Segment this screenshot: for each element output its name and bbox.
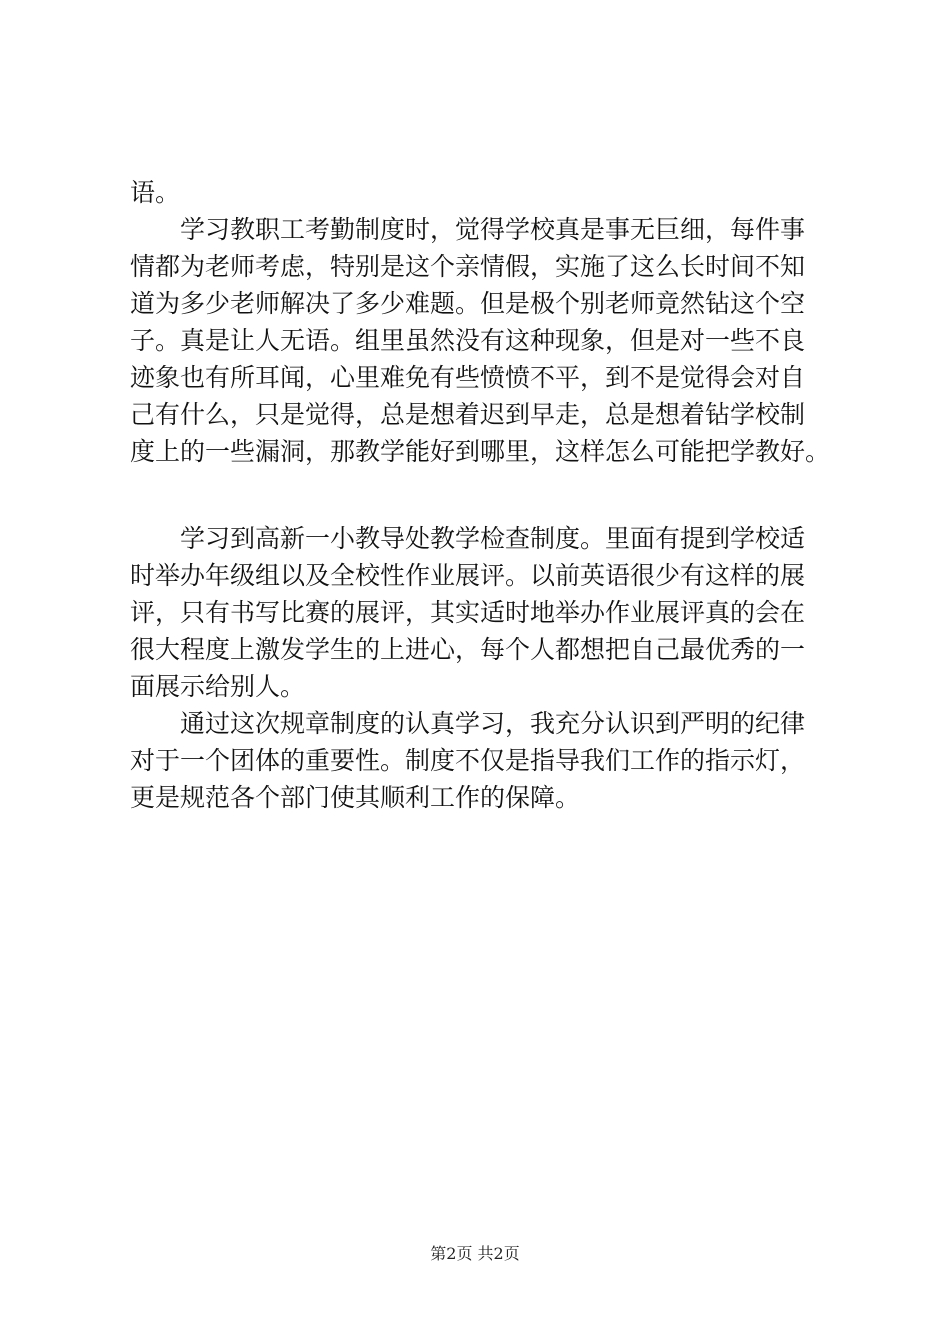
paragraph-line: 道为多少老师解决了多少难题。但是极个别老师竟然钻这个空	[130, 289, 806, 318]
paragraph-spacing	[130, 470, 830, 520]
paragraph-line: 子。真是让人无语。组里虽然没有这种现象，但是对一些不良	[130, 326, 806, 355]
paragraph-1	[130, 174, 830, 211]
paragraph-line: 学习教职工考勤制度时，觉得学校真是事无巨细，每件事	[130, 215, 806, 244]
paragraph-2	[130, 211, 830, 470]
paragraph-line: 对于一个团体的重要性。制度不仅是指导我们工作的指示灯，	[130, 746, 806, 775]
document-body	[130, 174, 830, 816]
paragraph-line: 迹象也有所耳闻，心里难免有些愤愤不平，到不是觉得会对自	[130, 363, 806, 392]
paragraph-3	[130, 520, 830, 705]
paragraph-4	[130, 705, 830, 816]
paragraph-line: 度上的一些漏洞，那教学能好到哪里，这样怎么可能把学教好。	[130, 437, 831, 466]
paragraph-line: 己有什么，只是觉得，总是想着迟到早走，总是想着钻学校制	[130, 400, 806, 429]
page-footer	[0, 1243, 950, 1265]
paragraph-line: 学习到高新一小教导处教学检查制度。里面有提到学校适	[130, 524, 806, 553]
paragraph-line: 很大程度上激发学生的上进心，每个人都想把自己最优秀的一	[130, 635, 806, 664]
paragraph-line: 时举办年级组以及全校性作业展评。以前英语很少有这样的展	[130, 561, 806, 590]
page-number-label: 第2页 共2页	[430, 1244, 520, 1263]
paragraph-line: 语。	[130, 178, 181, 207]
paragraph-line: 通过这次规章制度的认真学习，我充分认识到严明的纪律	[130, 709, 806, 738]
paragraph-line: 更是规范各个部门使其顺利工作的保障。	[130, 783, 581, 812]
paragraph-line: 情都为老师考虑，特别是这个亲情假，实施了这么长时间不知	[130, 252, 806, 281]
paragraph-line: 面展示给别人。	[130, 672, 306, 701]
paragraph-line: 评，只有书写比赛的展评，其实适时地举办作业展评真的会在	[130, 598, 806, 627]
